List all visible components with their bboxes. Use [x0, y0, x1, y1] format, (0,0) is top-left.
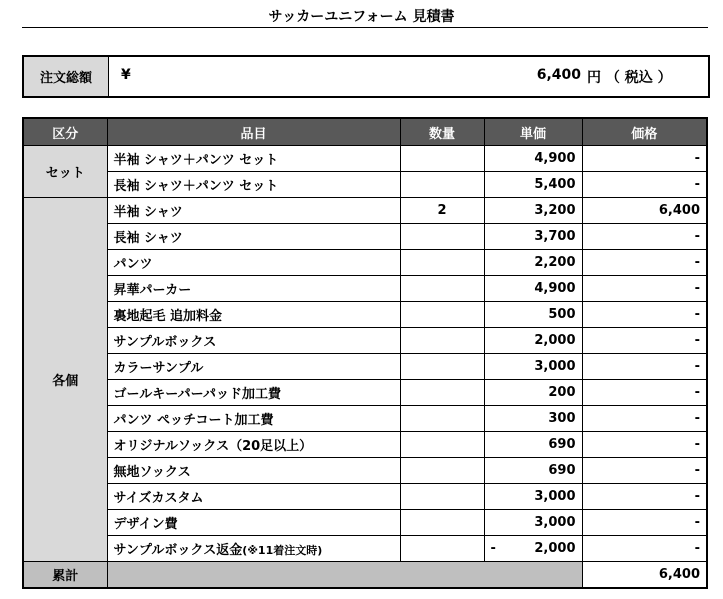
item-name-cell: パンツ ペッチコート加工費: [107, 406, 400, 432]
item-name-cell: 長袖 シャツ＋パンツ セット: [107, 172, 400, 198]
unit-price-cell: 3,000: [484, 484, 582, 510]
refund-item-name: サンプルボックス返金: [113, 543, 243, 558]
unit-price-cell: 690: [484, 432, 582, 458]
table-row: [23, 458, 707, 484]
quantity-cell[interactable]: [400, 302, 484, 328]
header-row: [23, 118, 707, 146]
item-name-cell: 無地ソックス: [107, 458, 400, 484]
sum-total: 6,400: [582, 562, 707, 589]
sum-filler: [107, 562, 582, 589]
unit-price-cell: 690: [484, 458, 582, 484]
quantity-cell[interactable]: [400, 406, 484, 432]
item-name-cell: サイズカスタム: [107, 484, 400, 510]
table-row: [23, 224, 707, 250]
unit-price-cell: 500: [484, 302, 582, 328]
category-cell: 各個: [23, 198, 107, 562]
header-category: 区分: [23, 118, 107, 146]
header-price: 価格: [582, 118, 707, 146]
order-total-body: [109, 57, 708, 96]
price-cell: -: [582, 146, 707, 172]
price-cell: -: [582, 536, 707, 562]
table-row: [23, 406, 707, 432]
item-name-cell: 半袖 シャツ: [107, 198, 400, 224]
table-row: [23, 354, 707, 380]
item-name-cell: ゴールキーパーパッド加工費: [107, 380, 400, 406]
table-row: [23, 302, 707, 328]
price-cell: -: [582, 302, 707, 328]
item-name-cell: 昇華パーカー: [107, 276, 400, 302]
quantity-cell[interactable]: [400, 432, 484, 458]
quantity-cell[interactable]: [400, 380, 484, 406]
unit-price-cell: 2,000: [484, 328, 582, 354]
price-cell: -: [582, 510, 707, 536]
price-cell: -: [582, 458, 707, 484]
price-cell: -: [582, 406, 707, 432]
price-cell: -: [582, 328, 707, 354]
quantity-cell[interactable]: [400, 536, 484, 562]
table-row: [23, 328, 707, 354]
header-quantity: 数量: [400, 118, 484, 146]
table-row: [23, 146, 707, 172]
unit-price-cell: [484, 536, 582, 562]
item-name-cell: オリジナルソックス（20足以上）: [107, 432, 400, 458]
table-row: [23, 510, 707, 536]
sum-row: [23, 562, 707, 589]
item-name-cell: 裏地起毛 追加料金: [107, 302, 400, 328]
order-total-label: 注文総額: [24, 57, 109, 96]
unit-price-cell: 3,000: [484, 354, 582, 380]
quantity-cell[interactable]: 2: [400, 198, 484, 224]
sum-label: 累計: [23, 562, 107, 589]
price-cell: -: [582, 276, 707, 302]
yen-symbol: ¥: [121, 67, 131, 83]
order-total-amount: 6,400: [536, 67, 581, 83]
header-unit-price: 単価: [484, 118, 582, 146]
price-cell: -: [582, 224, 707, 250]
refund-unit-price: 2,000: [534, 541, 576, 556]
table-row: [23, 380, 707, 406]
table-row: [23, 250, 707, 276]
unit-price-cell: 3,200: [484, 198, 582, 224]
unit-price-cell: 3,700: [484, 224, 582, 250]
price-cell: -: [582, 354, 707, 380]
page-title: サッカーユニフォーム 見積書: [268, 9, 455, 25]
quantity-cell[interactable]: [400, 276, 484, 302]
item-name-cell: パンツ: [107, 250, 400, 276]
quantity-cell[interactable]: [400, 458, 484, 484]
item-name-cell: 長袖 シャツ: [107, 224, 400, 250]
price-cell: -: [582, 172, 707, 198]
item-name-cell: カラーサンプル: [107, 354, 400, 380]
quantity-cell[interactable]: [400, 172, 484, 198]
price-cell: -: [582, 432, 707, 458]
refund-item-note: (※11着注文時): [242, 544, 323, 557]
quantity-cell[interactable]: [400, 510, 484, 536]
estimate-table: [22, 117, 708, 589]
quantity-cell[interactable]: [400, 354, 484, 380]
unit-price-cell: 4,900: [484, 276, 582, 302]
quantity-cell[interactable]: [400, 484, 484, 510]
table-row: [23, 484, 707, 510]
table-row-refund: [23, 536, 707, 562]
negative-sign: -: [490, 541, 496, 556]
price-cell: -: [582, 380, 707, 406]
unit-price-cell: 5,400: [484, 172, 582, 198]
quantity-cell[interactable]: [400, 250, 484, 276]
table-row: [23, 172, 707, 198]
unit-price-cell: 200: [484, 380, 582, 406]
header-item: 品目: [107, 118, 400, 146]
item-name-cell: [107, 536, 400, 562]
unit-price-cell: 3,000: [484, 510, 582, 536]
price-cell: -: [582, 484, 707, 510]
order-total-unit: 円 （ 税込 ）: [587, 70, 672, 86]
quantity-cell[interactable]: [400, 328, 484, 354]
price-cell: -: [582, 250, 707, 276]
unit-price-cell: 300: [484, 406, 582, 432]
item-name-cell: デザイン費: [107, 510, 400, 536]
quantity-cell[interactable]: [400, 224, 484, 250]
unit-price-cell: 2,200: [484, 250, 582, 276]
quantity-cell[interactable]: [400, 146, 484, 172]
title-underline: [22, 27, 708, 28]
item-name-cell: 半袖 シャツ＋パンツ セット: [107, 146, 400, 172]
item-name-cell: サンプルボックス: [107, 328, 400, 354]
unit-price-cell: 4,900: [484, 146, 582, 172]
table-row: [23, 276, 707, 302]
order-total-box: [22, 55, 710, 98]
category-cell: セット: [23, 146, 107, 198]
table-row: [23, 198, 707, 224]
estimate-table-body: [23, 146, 707, 589]
table-row: [23, 432, 707, 458]
price-cell: 6,400: [582, 198, 707, 224]
